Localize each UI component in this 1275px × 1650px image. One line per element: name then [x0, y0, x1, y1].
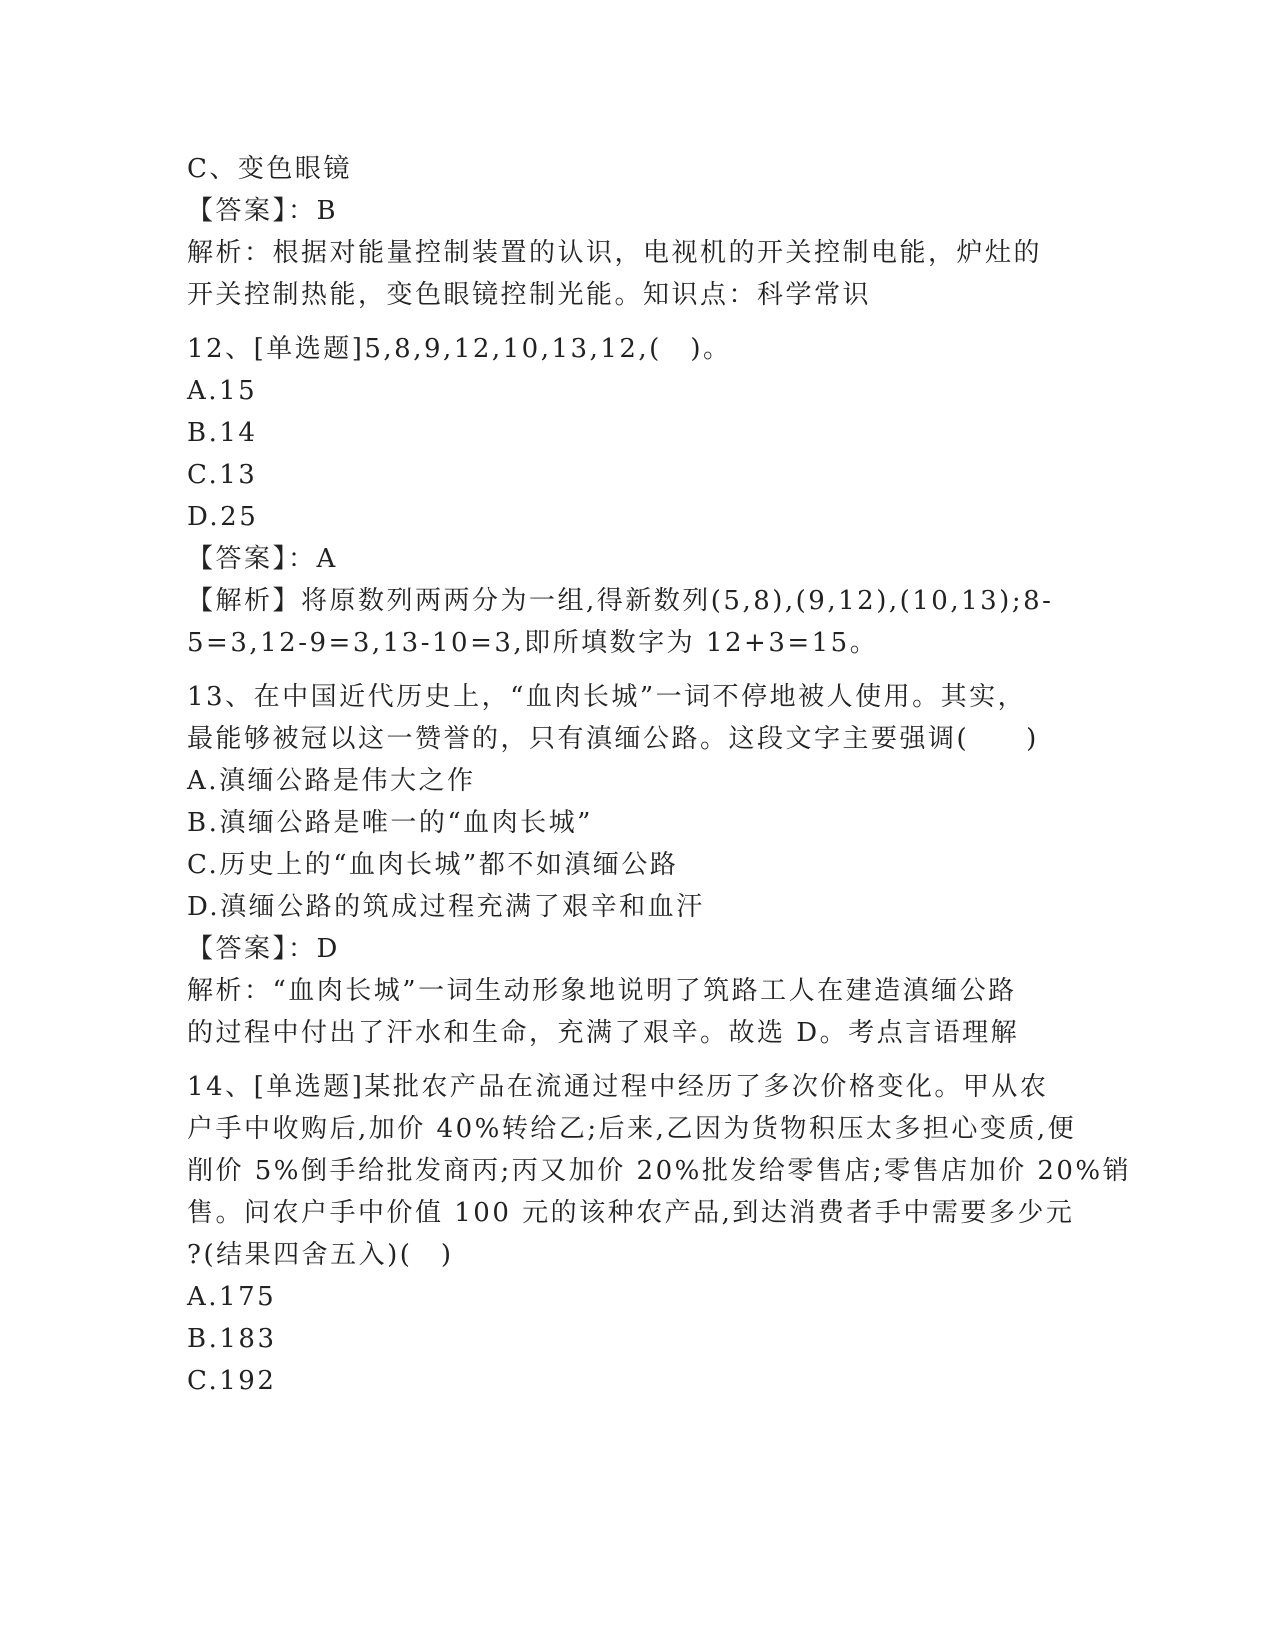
- question-11-tail: [187, 148, 1087, 316]
- analysis-line: 的过程中付出了汗水和生命，充满了艰辛。故选 D。考点言语理解: [187, 1018, 1020, 1048]
- question-stem: ?(结果四舍五入)( ): [187, 1240, 454, 1270]
- option-d: D.25: [187, 502, 259, 532]
- question-stem: 削价 5%倒手给批发商丙;丙又加价 20%批发给零售店;零售店加价 20%销: [187, 1156, 1132, 1186]
- analysis-line: 【解析】将原数列两两分为一组,得新数列(5,8),(9,12),(10,13);8-: [187, 586, 1054, 616]
- answer-line: 【答案】：D: [187, 934, 340, 964]
- option-c: C、变色眼镜: [187, 154, 352, 184]
- answer-line: 【答案】：B: [187, 196, 339, 226]
- option-c: C.13: [187, 460, 258, 490]
- question-stem: 12、[单选题]5,8,9,12,10,13,12,( )。: [187, 334, 732, 364]
- option-a: A.175: [187, 1282, 277, 1312]
- option-a: A.15: [187, 376, 258, 406]
- question-14: [187, 1066, 1132, 1402]
- option-d: D.滇缅公路的筑成过程充满了艰辛和血汗: [187, 892, 705, 922]
- question-13: [187, 676, 1087, 1054]
- analysis-line: 解析：根据对能量控制装置的认识，电视机的开关控制电能，炉灶的: [187, 238, 1043, 268]
- analysis-line: 解析：“血肉长城”一词生动形象地说明了筑路工人在建造滇缅公路: [187, 976, 1017, 1006]
- question-stem: 最能够被冠以这一赞誉的，只有滇缅公路。这段文字主要强调( ): [187, 724, 1039, 754]
- analysis-line: 5=3,12-9=3,13-10=3,即所填数字为 12+3=15。: [187, 628, 879, 658]
- answer-line: 【答案】：A: [187, 544, 338, 574]
- option-b: B.滇缅公路是唯一的“血肉长城”: [187, 808, 593, 838]
- analysis-line: 开关控制热能，变色眼镜控制光能。知识点：科学常识: [187, 280, 872, 310]
- option-b: B.183: [187, 1324, 277, 1354]
- question-12: [187, 328, 1087, 664]
- question-stem: 售。问农户手中价值 100 元的该种农产品,到达消费者手中需要多少元: [187, 1198, 1075, 1228]
- question-stem: 13、在中国近代历史上，“血肉长城”一词不停地被人使用。其实，: [187, 682, 1027, 712]
- question-stem: 14、[单选题]某批农产品在流通过程中经历了多次价格变化。甲从农: [187, 1072, 1049, 1102]
- option-b: B.14: [187, 418, 258, 448]
- document-content: [187, 148, 1132, 1414]
- question-stem: 户手中收购后,加价 40%转给乙;后来,乙因为货物积压太多担心变质,便: [187, 1114, 1077, 1144]
- option-c: C.192: [187, 1366, 277, 1396]
- option-a: A.滇缅公路是伟大之作: [187, 766, 476, 796]
- option-c: C.历史上的“血肉长城”都不如滇缅公路: [187, 850, 679, 880]
